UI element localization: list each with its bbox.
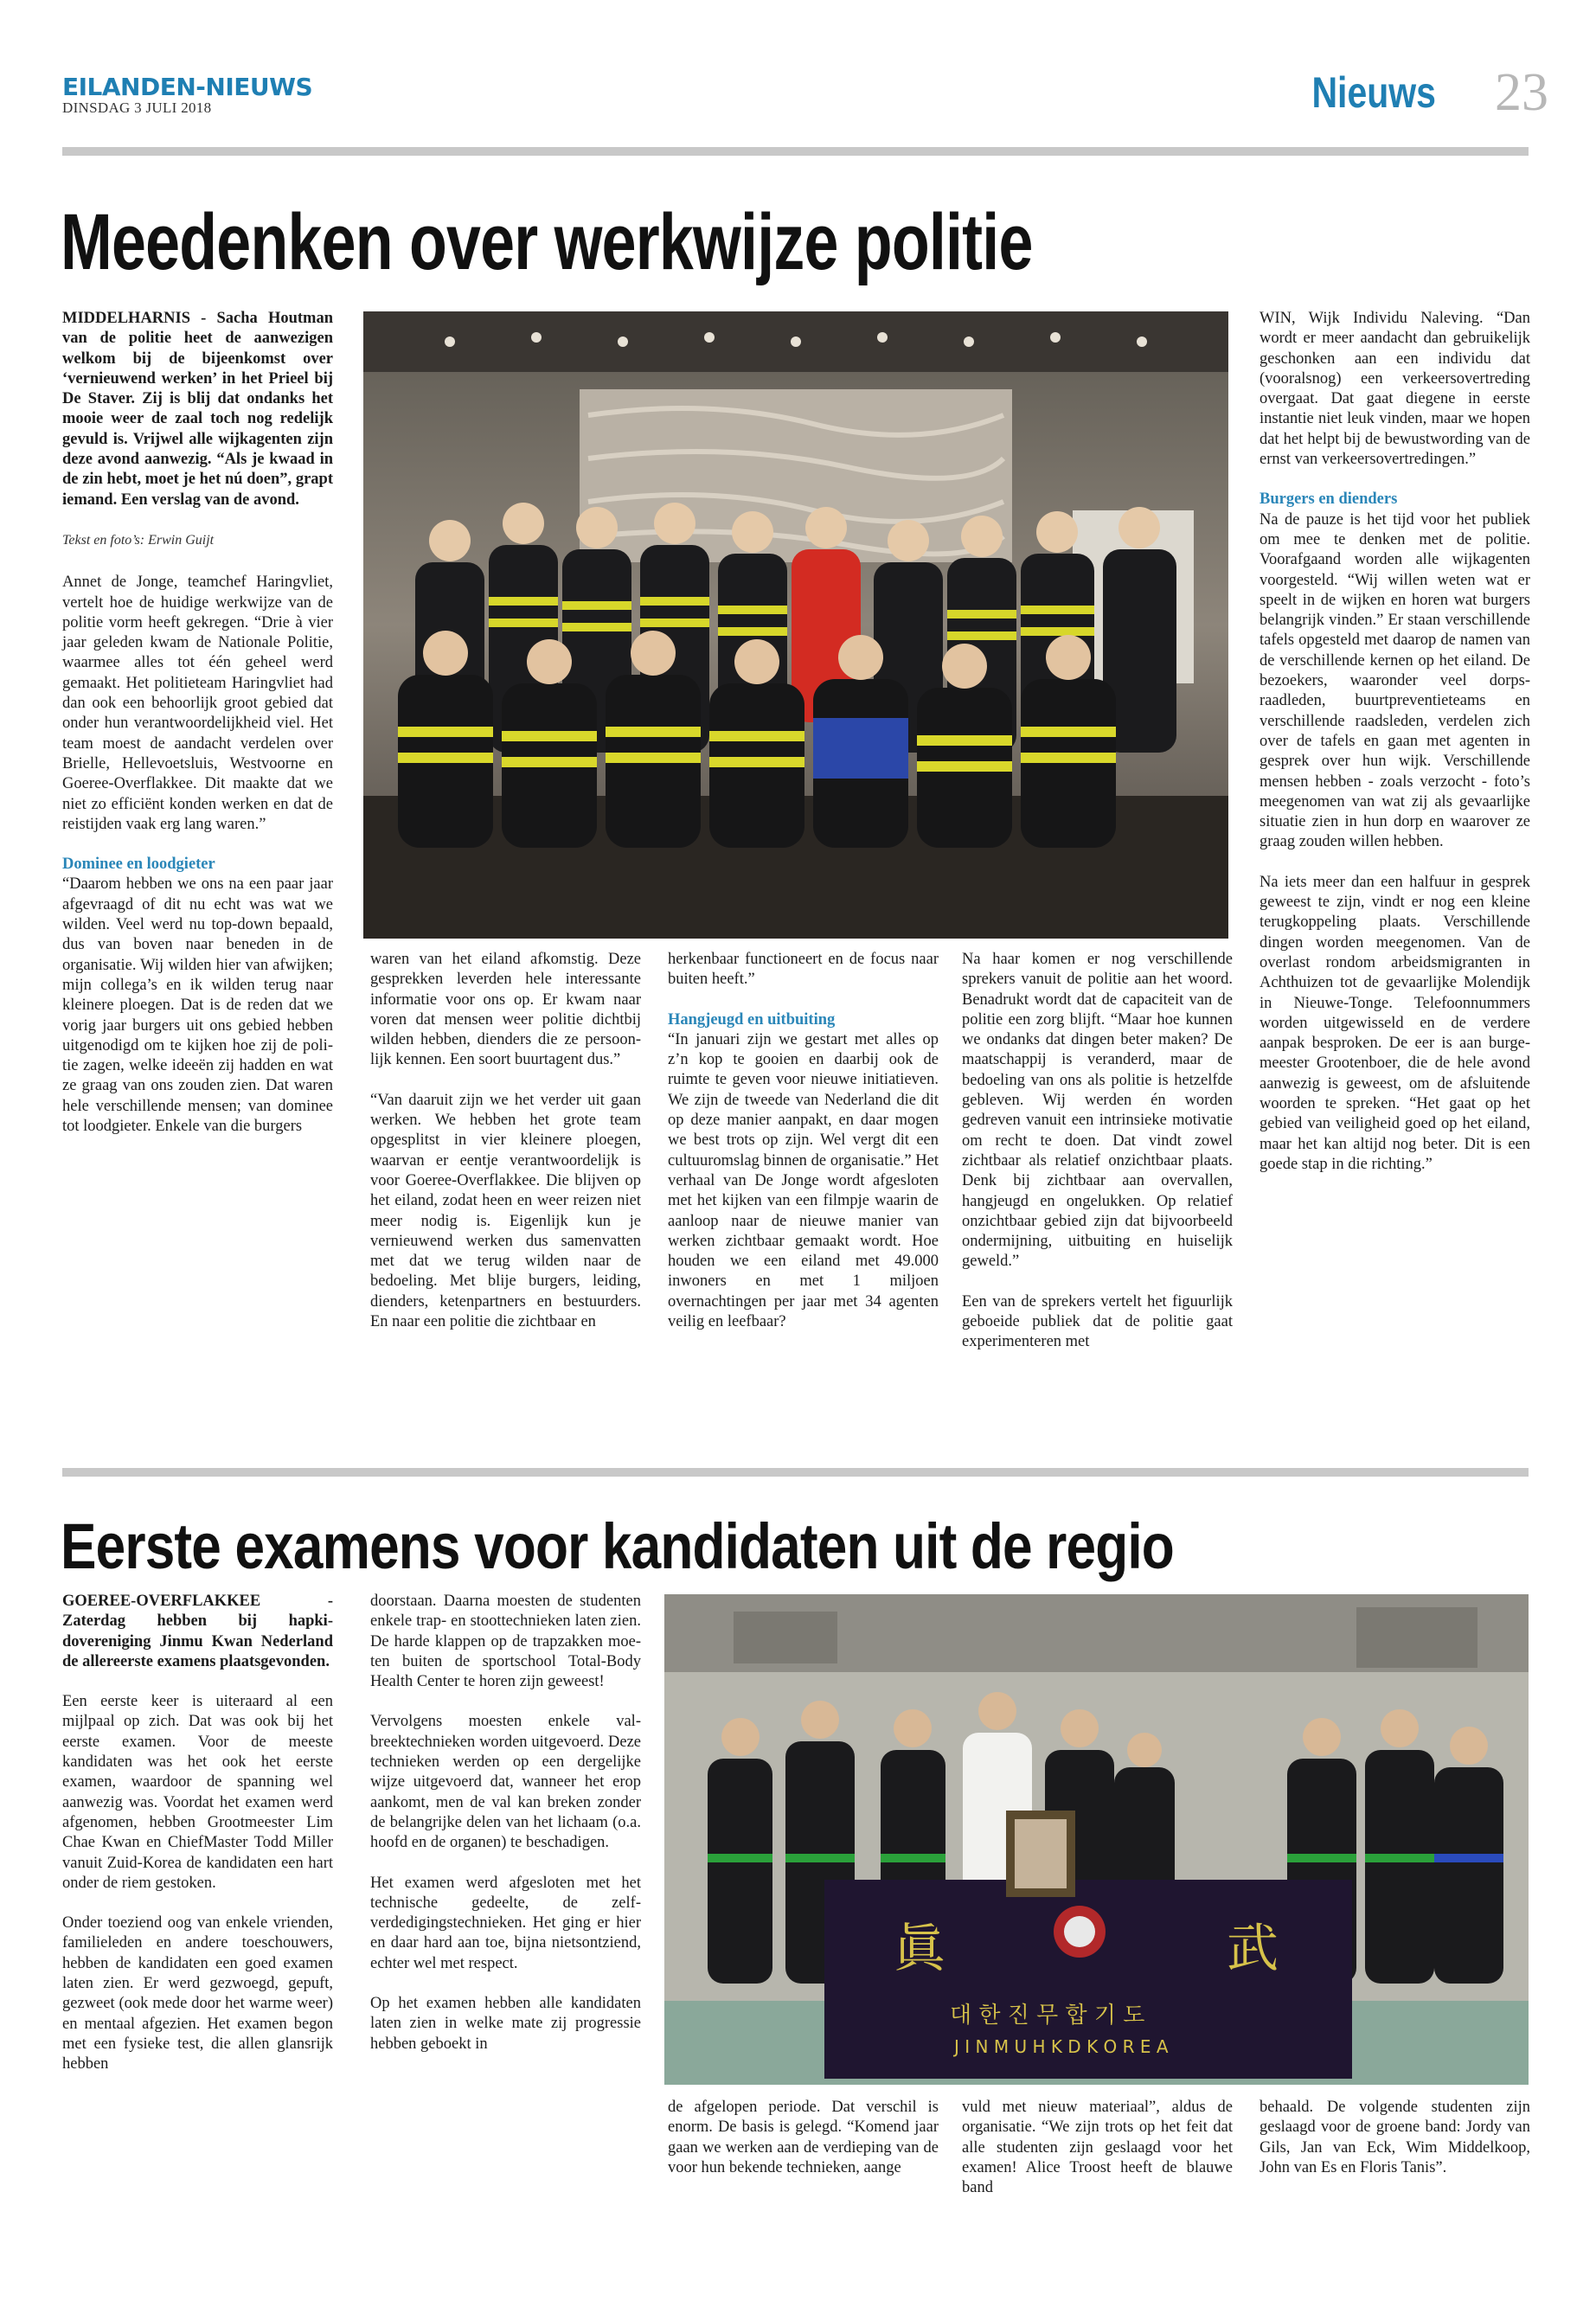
paragraph: Onder toeziend oog van enkele vrienden, familieleden en andere toeschouwers, hebben de kandidaten een goed examen laten zien. Er werd gezwoegd, gepuft, gezweet (ook mede door het warme weer) en mentaal afgezien. Het examen begon met een fysieke test, die allen glansrijk hebben — [62, 1914, 333, 2073]
issue-date: DINSDAG 3 JULI 2018 — [62, 99, 212, 116]
article-column-3 — [668, 2098, 939, 2198]
subheading: Hangjeugd en uitbuiting — [668, 1010, 836, 1029]
paragraph: doorstaan. Daarna moesten de studenten enkele trap- en stoottechnieken laten zien. De harde klappen op de trapzakken moeten buiten de sportschool Total-Body Health Center te horen zijn geweest! — [370, 1593, 641, 1691]
article-column-2 — [370, 950, 641, 1352]
paragraph: vuld met nieuw materiaal”, aldus de organisatie. “We zijn trots op het feit dat alle studenten zijn geslaagd voor het examen! Alice Troost heeft de blauwe band — [962, 2099, 1233, 2197]
paragraph: Na iets meer dan een halfuur in gesprek geweest te zijn, vindt er nog een kleine terugkoppeling plaats. Verschillende dingen worden meegenomen. Van de overlast rondom arbeidsmigranten in Achthuizen tot de gevaarlijke Molendijk in Nieuwe-Tonge. Telefoonnummers worden uitgewisseld en de verdere aanpak besproken. De eer is aan burgemeester Grootenboer, die de hele avond aanwezig is geweest, om de afsluitende woorden te spreken. “Het gaat op het gebied van veiligheid goed op het eiland, maar het kan altijd nog beter. Dit is een goede stap in die richting.” — [1259, 873, 1530, 1173]
paragraph: Het examen werd afgesloten met het technische gedeelte, de zelfverdedigingstechnieken. Het ging er hier en daar hard aan toe, bijna nietsontziend, echter wel met respect. — [370, 1874, 641, 1972]
paragraph: herkenbaar functioneert en de focus naar buiten heeft.” — [668, 951, 939, 989]
article-column-4 — [962, 2098, 1233, 2218]
paragraph: Een van de sprekers vertelt het figuurlijk geboeide publiek dat de politie gaat experimenteren met — [962, 1292, 1233, 1351]
paragraph: “Van daaruit zijn we het verder uit gaan werken. We hebben het grote team opgesplitst in vier kleinere ploegen, waarvan er eentje verantwoordelijk is voor Goeree-Overflakkee. Die blijven op het eiland, zodat heen en weer reizen niet meer nodig is. Eigenlijk kun je vernieuwend werken dus samenvatten met dat we terug wilden naar de bedoeling. Met blije burgers, leiding, dienders, ketenpartners en bestuurders. En naar een politie die zichtbaar en — [370, 1091, 641, 1331]
subheading: Burgers en dienders — [1259, 490, 1398, 509]
paragraph: waren van het eiland afkomstig. Deze gesprekken leverden hele interessante informatie voor ons op. Er kwam naar voren dat mensen weer politie dichtbij wilden hebben, dienders die ze persoonlijk kennen. Een soort buurtagent dus.” — [370, 951, 641, 1069]
paragraph: de afgelopen periode. Dat verschil is enorm. De basis is gelegd. “Komend jaar gaan we werken aan de verdieping van de voor hun bekende technieken, aange — [668, 2099, 939, 2176]
article-lead: GOEREE-OVERFLAKKEE - Zaterdag hebben bij hapkidovereniging Jinmu Kwan Nederland de allereerste examens plaatsgevonden. — [62, 1593, 333, 1670]
paragraph: “Daarom hebben we ons na een paar jaar afgevraagd of dit nu echt was wat we wilden. Veel werd nu top-down bepaald, dus van boven naar beneden in de organisatie. Wij wilden hier van afwijken; mijn collega’s en ik wilden terug naar kleinere ploegen. Dat is de reden dat we vorig jaar burgers uit ons gebied hebben uitgenodigd om te kijken hoe zij de politie zagen, welke ideeën zij hadden en wat ze graag van ons zouden zien. Dat waren hele verschillende mensen; van dominee tot loodgieter. Enkele van die burgers — [62, 875, 333, 1135]
article-headline: Meedenken over werkwijze politie — [61, 198, 1033, 286]
article-divider — [62, 1468, 1529, 1477]
martial-arts-photo-illustration — [664, 1594, 1529, 2085]
paragraph: “In januari zijn we gestart met alles op z’n kop te gooien en daarbij ook de ruimte te geven voor nieuwe initiatieven. We zijn de tweede van Nederland die dit op deze manier aanpakt, en daar mogen we best trots op zijn. Wel vergt dit een cultuuromslag binnen de organisatie.” Het verhaal van De Jonge wordt afgesloten met het kijken van een filmpje waarin de aanloop naar de nieuwe manier van werken zichtbaar gemaakt wordt. Hoe houden we een eiland met 49.000 inwoners en met 1 miljoen overnachtingen per jaar met 34 agenten veilig en leefbaar? — [668, 1030, 939, 1331]
martial-arts-group-photo — [664, 1594, 1529, 2085]
page-number: 23 — [1495, 63, 1548, 122]
header-divider — [62, 147, 1529, 156]
paragraph: Annet de Jonge, teamchef Haringvliet, vertelt hoe de huidige werkwijze van de politie vorm heeft gekregen. “Drie à vier jaar geleden kwam de Nationale Politie, waarmee alles tot één geheel werd gemaakt. Het politieteam Haringvliet had dan ook een behoorlijk groot gebied dat onder hun verantwoordelijkheid viel. Het team moest de aandacht verdelen over Brielle, Hellevoetsluis, Westvoorne en Goeree-Overflakkee. Dit maakte dat we niet zo efficiënt konden werken en dat de reistijden vaak erg lang waren.” — [62, 574, 333, 833]
paragraph: Vervolgens moesten enkele valbreektechnieken worden uitgevoerd. Deze technieken werden op een dergelijke wijze uitgevoerd dat, wanneer het erop aankomt, men de val kan breken zonder de belangrijke delen van het lichaam (o.a. hoofd en de organen) te beschadigen. — [370, 1713, 641, 1852]
newspaper-logo: EILANDEN-NIEUWS — [62, 73, 313, 101]
paragraph: Na haar komen er nog verschillende sprekers vanuit de politie aan het woord. Benadrukt wordt dat de capaciteit van de politie een zorg blijft. “Maar hoe kunnen we ondanks dat dingen beter maken? De maatschappij is veranderd, maar de bedoeling van ons als politie is hetzelfde gebleven. Wij werden én worden gedreven vanuit een intrinsieke motivatie om recht te doen. Dat vindt zowel zichtbaar als relatief onzichtbaar plaats. Denk bij zichtbaar aan overvallen, hangjeugd en ongelukken. Op relatief onzichtbaar gebied zijn dat bijvoorbeeld ondermijning, uitbuiting en huiselijk geweld.” — [962, 951, 1233, 1271]
article-column-2 — [370, 1592, 641, 2074]
article-column-3 — [668, 950, 939, 1352]
article-column-1 — [62, 1592, 333, 2095]
article-headline: Eerste examens voor kandidaten uit de regio — [61, 1510, 1174, 1582]
banner-hangul: 대 한 진 무 합 기 도 — [950, 2003, 1145, 2029]
banner-hanja-left: 眞 — [894, 1919, 945, 1979]
section-label: Nieuws — [1311, 68, 1436, 117]
banner-latin: J I N M U H K D K O R E A — [954, 2036, 1169, 2057]
subheading: Dominee en loodgieter — [62, 856, 215, 874]
police-group-photo — [363, 311, 1228, 939]
police-photo-illustration — [363, 311, 1228, 939]
paragraph: Een eerste keer is uiteraard al een mijlpaal op zich. Dat was ook bij het eerste examen. Voor de meeste kandidaten was het ook het eerste examen, waardoor de spanning wel aanwezig was. Voordat het examen werd afgenomen, hebben Grootmeester Lim Chae Kwan en ChiefMaster Todd Miller vanuit Zuid-Korea de kandidaten een hart onder de riem gestoken. — [62, 1693, 333, 1892]
article-column-5 — [1259, 2098, 1530, 2198]
paragraph: WIN, Wijk Individu Naleving. “Dan wordt er meer aandacht dan gebruikelijk geschonken aan een individu dat (vooralsnog) een verkeersovertreding overgaat. Dat gaat diegene in eerste instantie niet leuk vinden, maar we hopen dat het helpt bij de bewustwording van de ernst van verkeersovertredingen.” — [1259, 310, 1530, 469]
article-column-1 — [62, 309, 333, 1157]
paragraph: Na de pauze is het tijd voor het publiek om mee te denken met de politie. Voorafgaand worden alle wijkagenten voorgesteld. “Wij willen weten wat er speelt in de wijken en horen wat burgers belangrijk vinden.” Er staan verschillende tafels opgesteld met daarop de namen van de verschillende kernen op het eiland. De bezoekers, waaronder veel dorpsraadleden, buurtpreventieteams en verschillende raadsleden, verdelen zich over de tafels en gaan met agenten in gesprek over hun wijk. Verschillende mensen hebben - zoals verzocht - foto’s meegenomen van wat zij als gevaarlijke situatie zien in hun dorp en waarover ze graag zouden willen hebben. — [1259, 510, 1530, 851]
paragraph: behaald. De volgende studenten zijn geslaagd voor de groene band: Jordy van Gils, Jan van Eck, Wim Middelkoop, John van Es en Floris Tanis”. — [1259, 2099, 1530, 2176]
photo-credit: Tekst en foto’s: Erwin Guijt — [62, 532, 215, 548]
article-column-4 — [962, 950, 1233, 1373]
banner-hanja-right: 武 — [1227, 1919, 1279, 1979]
paragraph: Op het examen hebben alle kandidaten laten zien in welke mate zij progressie hebben geboekt in — [370, 1995, 641, 2053]
article-column-5 — [1259, 309, 1530, 1195]
article-lead: MIDDELHARNIS - Sacha Houtman van de politie heet de aanwezigen welkom bij de bijeenkomst over ‘vernieuwend werken’ in het Prieel bij De Staver. Zij is blij dat ondanks het mooie weer de zaal toch nog redelijk gevuld is. Vrijwel alle wijkagenten zijn deze avond aanwezig. “Als je kwaad in de zin hebt, moet je het nú doen”, grapt iemand. Een verslag van de avond. — [62, 310, 333, 509]
